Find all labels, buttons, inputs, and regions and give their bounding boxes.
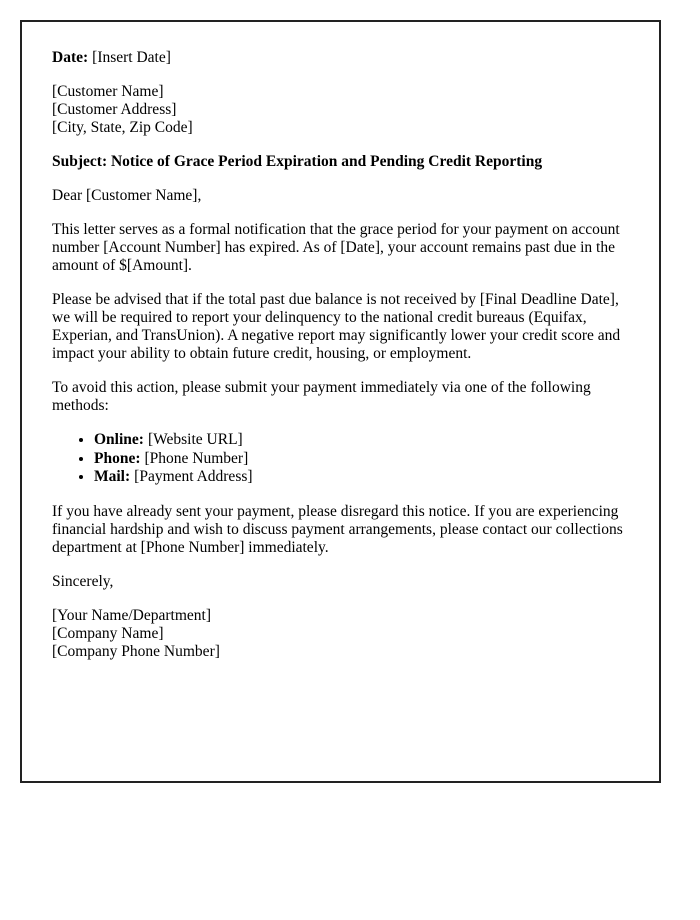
subject-line: Subject: Notice of Grace Period Expiration and Pending Credit Reporting: [52, 153, 543, 170]
date-value: [Insert Date]: [92, 49, 171, 66]
signature-company-name: [Company Name]: [52, 624, 164, 642]
payment-method-online-label: Online:: [94, 431, 144, 448]
signature-company-phone: [Company Phone Number]: [52, 642, 220, 660]
signature-name-department: [Your Name/Department]: [52, 606, 211, 624]
payment-method-online-value: [Website URL]: [147, 431, 243, 448]
payment-method-mail-value: [Payment Address]: [134, 468, 253, 485]
payment-method-phone-value: [Phone Number]: [144, 449, 249, 467]
recipient-address: [Customer Address]: [52, 101, 177, 118]
paragraph-disregard: If you have already sent your payment, please disregard this notice. If you are experiencing financial hardship and wish to discuss payment arrangements, please contact our collections department at [Phone Number] immediately.: [52, 502, 623, 556]
closing: Sincerely,: [52, 572, 114, 590]
paragraph-intro: This letter serves as a formal notification that the grace period for your payment on account number [Account Number] has expired. As of [Date], your account remains past due in the amount of $[Amount].: [52, 221, 620, 274]
salutation: Dear [Customer Name],: [52, 187, 202, 204]
payment-methods-list: [52, 431, 629, 487]
paragraph-credit-warning: Please be advised that if the total past due balance is not received by [Final Deadline Date], we will be required to report your delinquency to the national credit bureaus (Equifax, Experian, and TransUnion). A negative report may significantly lower your credit score and impact your ability to obtain future credit, housing, or employment.: [52, 291, 621, 362]
payment-method-mail: [94, 468, 629, 487]
signature-block: [52, 607, 629, 661]
payment-method-phone-label: Phone:: [94, 449, 141, 467]
paragraph-action: To avoid this action, please submit your payment immediately via one of the following methods:: [52, 379, 591, 414]
date-line: [52, 49, 629, 67]
payment-method-mail-label: Mail:: [94, 468, 131, 485]
payment-method-phone: [94, 450, 629, 469]
recipient-block: [52, 83, 629, 137]
letter-document: [20, 20, 661, 783]
date-label: Date:: [52, 49, 89, 66]
payment-method-online: [94, 431, 629, 450]
recipient-name: [Customer Name]: [52, 83, 164, 100]
recipient-city-state-zip: [City, State, Zip Code]: [52, 119, 193, 136]
